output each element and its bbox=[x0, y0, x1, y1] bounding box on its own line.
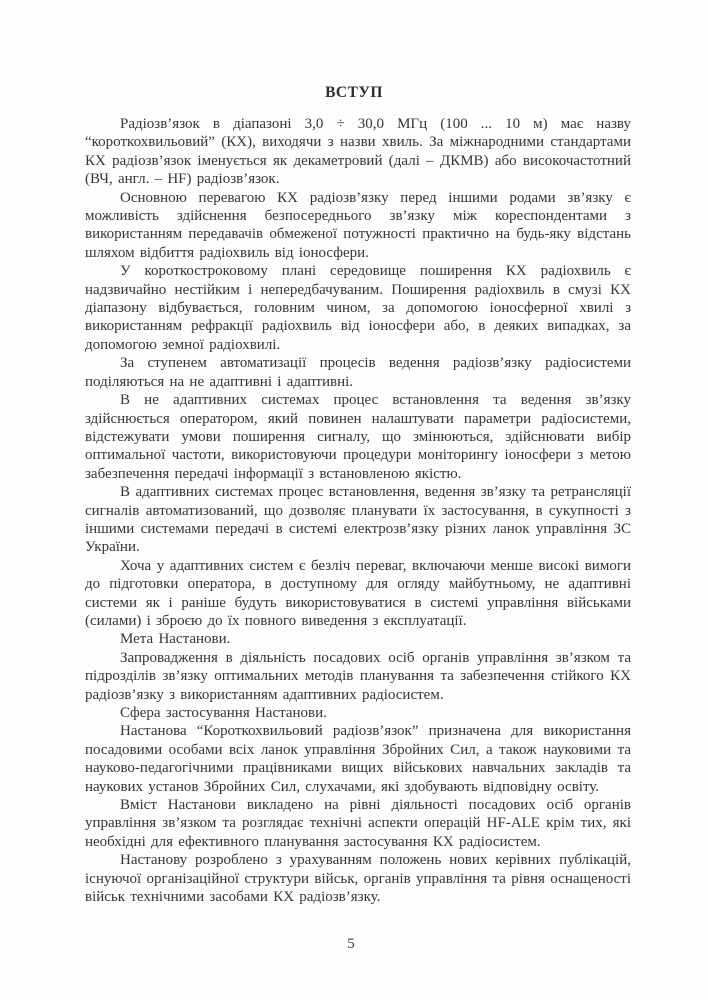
paragraph: Основною перевагою КХ радіозв’язку перед іншими родами зв’язку є можливість здійснення безпосереднього зв’язку між кореспондентами з використанням передавачів обмеженої потужності практично на будь-яку відстань шляхом відбиття радіохвиль від іоносфери. bbox=[85, 189, 631, 261]
paragraph: Вміст Настанови викладено на рівні діяльності посадових осіб органів управління зв’язком та розглядає технічні аспекти операцій HF-ALE крім тих, які необхідні для ефективного планування застосування КХ радіосистем. bbox=[85, 797, 631, 850]
paragraph: У короткостроковому плані середовище поширення КХ радіохвиль є надзвичайно нестійким і непередбачуваним. Поширення радіохвиль в смузі КХ діапазону відбувається, головним чином, за допомогою іоносферної хвилі з використанням рефракції радіохвиль від іоносфери або, в деяких випадках, за допомогою земної радіохвилі. bbox=[85, 263, 631, 353]
paragraph: Хоча у адаптивних систем є безліч переваг, включаючи менше високі вимоги до підготовки оператора, в доступному для огляду майбутньому, не адаптивні системи як і раніше будуть використовуватися в системі управління військами (силами) і зброєю до їх повного виведення з експлуатації. bbox=[85, 557, 631, 629]
paragraph: Радіозв’язок в діапазоні 3,0 ÷ 30,0 МГц (100 ... 10 м) має назву “короткохвильовий” (КХ), виходячи з назви хвиль. За міжнародними стандартами КХ радіозв’язок іменується як декаметровий (далі – ДКМВ) або високочастотний (ВЧ, англ. – HF) радіозв’язок. bbox=[85, 116, 631, 188]
page-title: ВСТУП bbox=[325, 84, 383, 101]
paragraph: Настанову розроблено з урахуванням положень нових керівних публікацій, існуючої організаційної структури військ, органів управління та рівня оснащеності військ технічними засобами КХ радіозв’язку. bbox=[85, 852, 631, 906]
paragraph: В адаптивних системах процес встановлення, ведення зв’язку та ретрансляції сигналів автоматизований, що дозволяє планувати їх застосування, в сукупності з іншими системами передачі в системі електрозв’язку різних ланок управління ЗС України. bbox=[85, 484, 631, 556]
paragraph: В не адаптивних системах процес встановлення та ведення зв’язку здійснюється оператором, який повинен налаштувати параметри радіосистеми, відстежувати умови поширення сигналу, що змінюються, здійснювати вибір оптимальної частоти, використовуючи процедури моніторингу іоносфери з метою забезпечення передачі інформації з встановленою якістю. bbox=[85, 392, 631, 482]
paragraph-scope-heading: Сфера застосування Настанови. bbox=[120, 705, 327, 721]
page-number: 5 bbox=[347, 936, 355, 952]
document-body bbox=[0, 102, 708, 906]
paragraph: Настанова “Короткохвильовий радіозв’язок” призначена для використання посадовими особами всіх ланок управління Збройних Сил, а також науковими та науково-педагогічними працівниками вищих військових навчальних закладів та наукових установ Збройних Сил, слухачами, які здобувають відповідну освіту. bbox=[85, 723, 631, 795]
paragraph-goal-heading: Мета Настанови. bbox=[120, 631, 231, 648]
paragraph: За ступенем автоматизації процесів ведення радіозв’язку радіосистеми поділяються на не адаптивні і адаптивні. bbox=[85, 355, 631, 390]
paragraph: Запровадження в діяльність посадових осіб органів управління зв’язком та підрозділів зв’язку оптимальних методів планування та забезпечення стійкого КХ радіозв’язку з використанням адаптивних радіосистем. bbox=[85, 649, 631, 703]
